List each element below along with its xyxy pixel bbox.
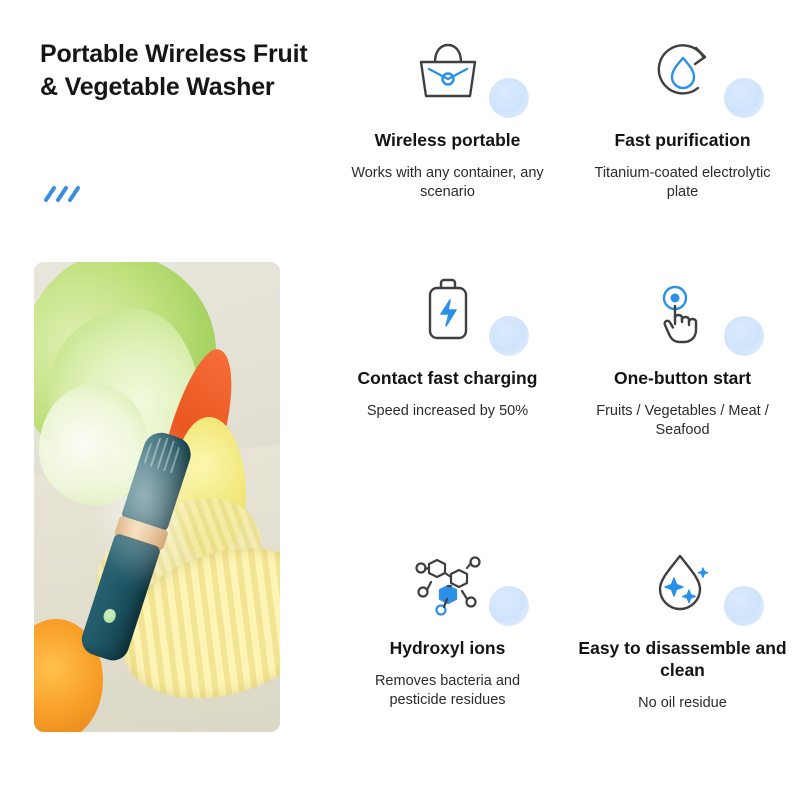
feature-desc: Titanium-coated electrolytic plate <box>594 164 771 201</box>
feature-desc: Removes bacteria and pesticide residues <box>374 672 521 709</box>
feature-title: Fast purification <box>614 130 751 150</box>
feature-title: Hydroxyl ions <box>389 638 506 658</box>
photo-water-haze <box>88 403 201 591</box>
icon-halo <box>489 316 529 356</box>
page-title: Portable Wireless Fruit & Vegetable Washer <box>40 40 308 101</box>
feature-title: Wireless portable <box>374 130 521 150</box>
feature-title: One-button start <box>613 368 752 388</box>
feature-hydroxyl-ions <box>330 532 565 800</box>
device-power-button <box>102 608 118 626</box>
feature-contact-fast-charging <box>330 262 565 532</box>
left-column <box>0 0 330 800</box>
feature-title: Easy to disassemble and clean <box>578 638 787 680</box>
icon-wrap <box>338 532 557 636</box>
sparkle-drop-icon <box>647 546 719 623</box>
feature-title: Contact fast charging <box>357 368 538 388</box>
icon-halo <box>724 316 764 356</box>
icon-wrap <box>573 262 792 366</box>
icon-halo <box>724 78 764 118</box>
feature-desc: Works with any container, any scenario <box>351 164 544 201</box>
product-photo <box>34 262 280 732</box>
icon-wrap <box>573 0 792 128</box>
feature-wireless-portable <box>330 0 565 262</box>
handbag-icon <box>409 36 487 111</box>
icon-wrap <box>573 532 792 636</box>
icon-halo <box>489 586 529 626</box>
triple-slash-decoration <box>40 182 88 206</box>
feature-easy-to-clean <box>565 532 800 800</box>
battery-charging-icon <box>416 274 480 355</box>
icon-halo <box>724 586 764 626</box>
icon-wrap <box>338 0 557 128</box>
icon-halo <box>489 78 529 118</box>
feature-one-button-start <box>565 262 800 532</box>
feature-fast-purification <box>565 0 800 262</box>
feature-desc: No oil residue <box>638 694 727 711</box>
feature-grid <box>330 0 800 800</box>
water-recycle-drop-icon <box>648 36 718 111</box>
icon-wrap <box>338 262 557 366</box>
hand-tap-button-icon <box>647 276 719 353</box>
feature-desc: Fruits / Vegetables / Meat / Seafood <box>596 402 769 439</box>
molecule-icon <box>407 546 489 623</box>
feature-desc: Speed increased by 50% <box>366 402 529 419</box>
